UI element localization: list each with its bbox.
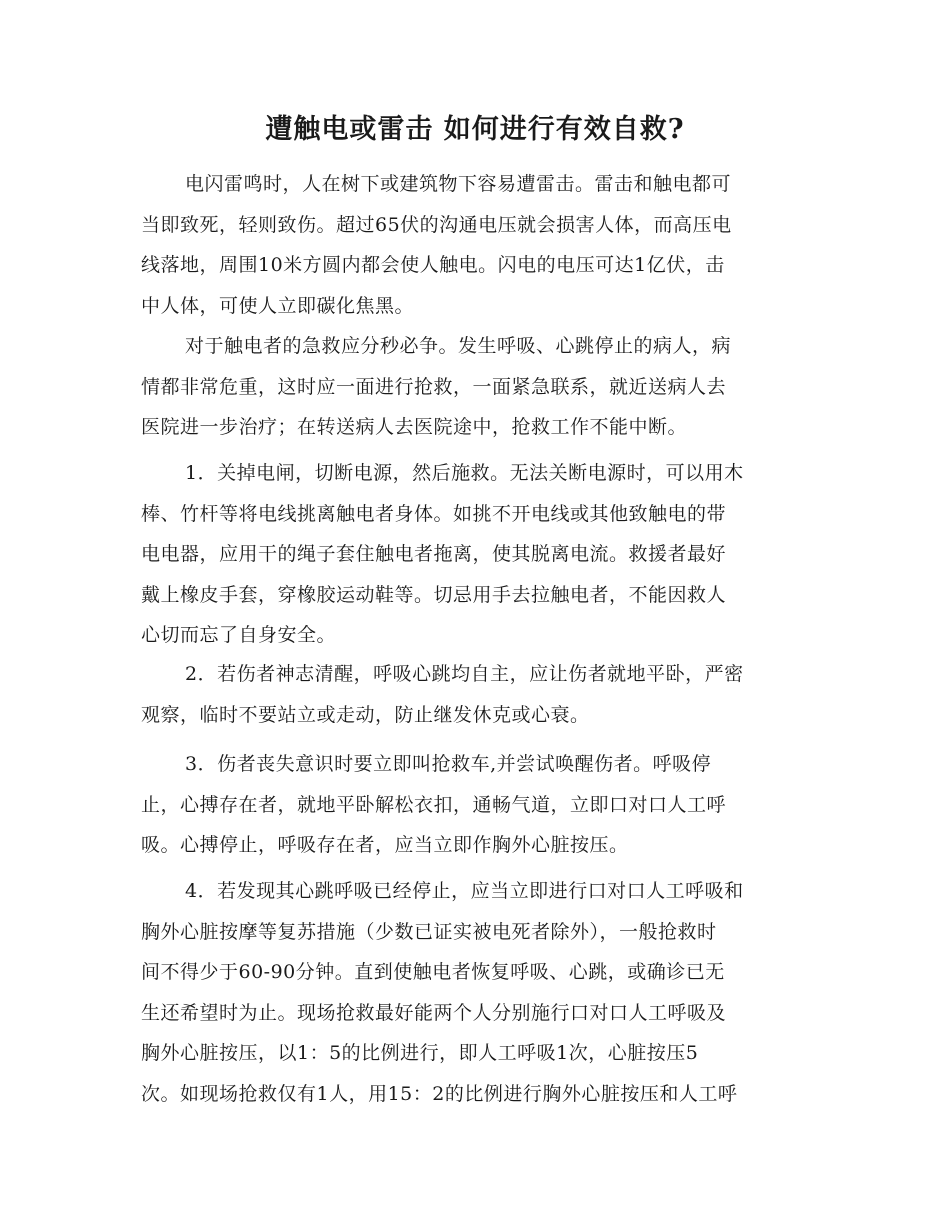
paragraph-step-2	[141, 654, 806, 735]
text-line: 4．若发现其心跳呼吸已经停止，应当立即进行口对口人工呼吸和	[185, 880, 744, 902]
text-line: 当即致死，轻则致伤。超过65伏的沟通电压就会损害人体，而高压电	[141, 213, 732, 236]
text-line: 医院进一步治疗；在转送病人去医院途中，抢救工作不能中断。	[141, 416, 688, 438]
text-line: 1．关掉电闸，切断电源，然后施救。无法关断电源时，可以用木	[185, 462, 744, 484]
text-line: 胸外心脏按压，以1：5的比例进行，即人工呼吸1次，心脏按压5	[141, 1042, 699, 1064]
text-line: 电闪雷鸣时，人在树下或建筑物下容易遭雷击。雷击和触电都可	[185, 173, 732, 195]
text-line: 棒、竹杆等将电线挑离触电者身体。如挑不开电线或其他致触电的带	[141, 502, 727, 525]
text-line: 戴上橡皮手套，穿橡胶运动鞋等。切忌用手去拉触电者，不能因救人	[141, 583, 727, 606]
text-line: 中人体，可使人立即碳化焦黑。	[141, 294, 415, 317]
text-line: 吸。心搏停止，呼吸存在者，应当立即作胸外心脏按压。	[141, 834, 629, 856]
text-line: 止，心搏存在者，就地平卧解松衣扣，通畅气道，立即口对口人工呼	[141, 793, 727, 816]
text-line: 2．若伤者神志清醒，呼吸心跳均自主，应让伤者就地平卧，严密	[185, 663, 744, 685]
text-line: 生还希望时为止。现场抢救最好能两个人分别施行口对口人工呼吸及	[141, 1001, 727, 1024]
paragraph-intro	[141, 164, 806, 326]
text-line: 观察，临时不要站立或走动，防止继发休克或心衰。	[141, 703, 590, 726]
text-line: 次。如现场抢救仅有1人，用15：2的比例进行胸外心脏按压和人工呼	[141, 1082, 738, 1105]
paragraph-step-3	[141, 744, 806, 866]
paragraph-step-4	[141, 871, 806, 1114]
text-line: 情都非常危重，这时应一面进行抢救，一面紧急联系，就近送病人去	[141, 375, 727, 398]
text-line: 线落地，周围10米方圆内都会使人触电。闪电的电压可达1亿伏，击	[141, 254, 725, 276]
text-line: 3．伤者丧失意识时要立即叫抢救车,并尝试唤醒伤者。呼吸停	[185, 753, 712, 775]
text-line: 心切而忘了自身安全。	[141, 624, 337, 646]
paragraph-first-aid	[141, 326, 806, 448]
text-line: 对于触电者的急救应分秒必争。发生呼吸、心跳停止的病人，病	[185, 335, 732, 357]
text-line: 间不得少于60-90分钟。直到使触电者恢复呼吸、心跳，或确诊已无	[141, 961, 725, 983]
document-title: 遭触电或雷击 如何进行有效自救?	[265, 114, 685, 145]
text-line: 胸外心脏按摩等复苏措施（少数已证实被电死者除外），一般抢救时	[141, 920, 717, 943]
paragraph-step-1	[141, 453, 806, 656]
text-line: 电电器，应用干的绳子套住触电者拖离，使其脱离电流。救援者最好	[141, 543, 727, 565]
